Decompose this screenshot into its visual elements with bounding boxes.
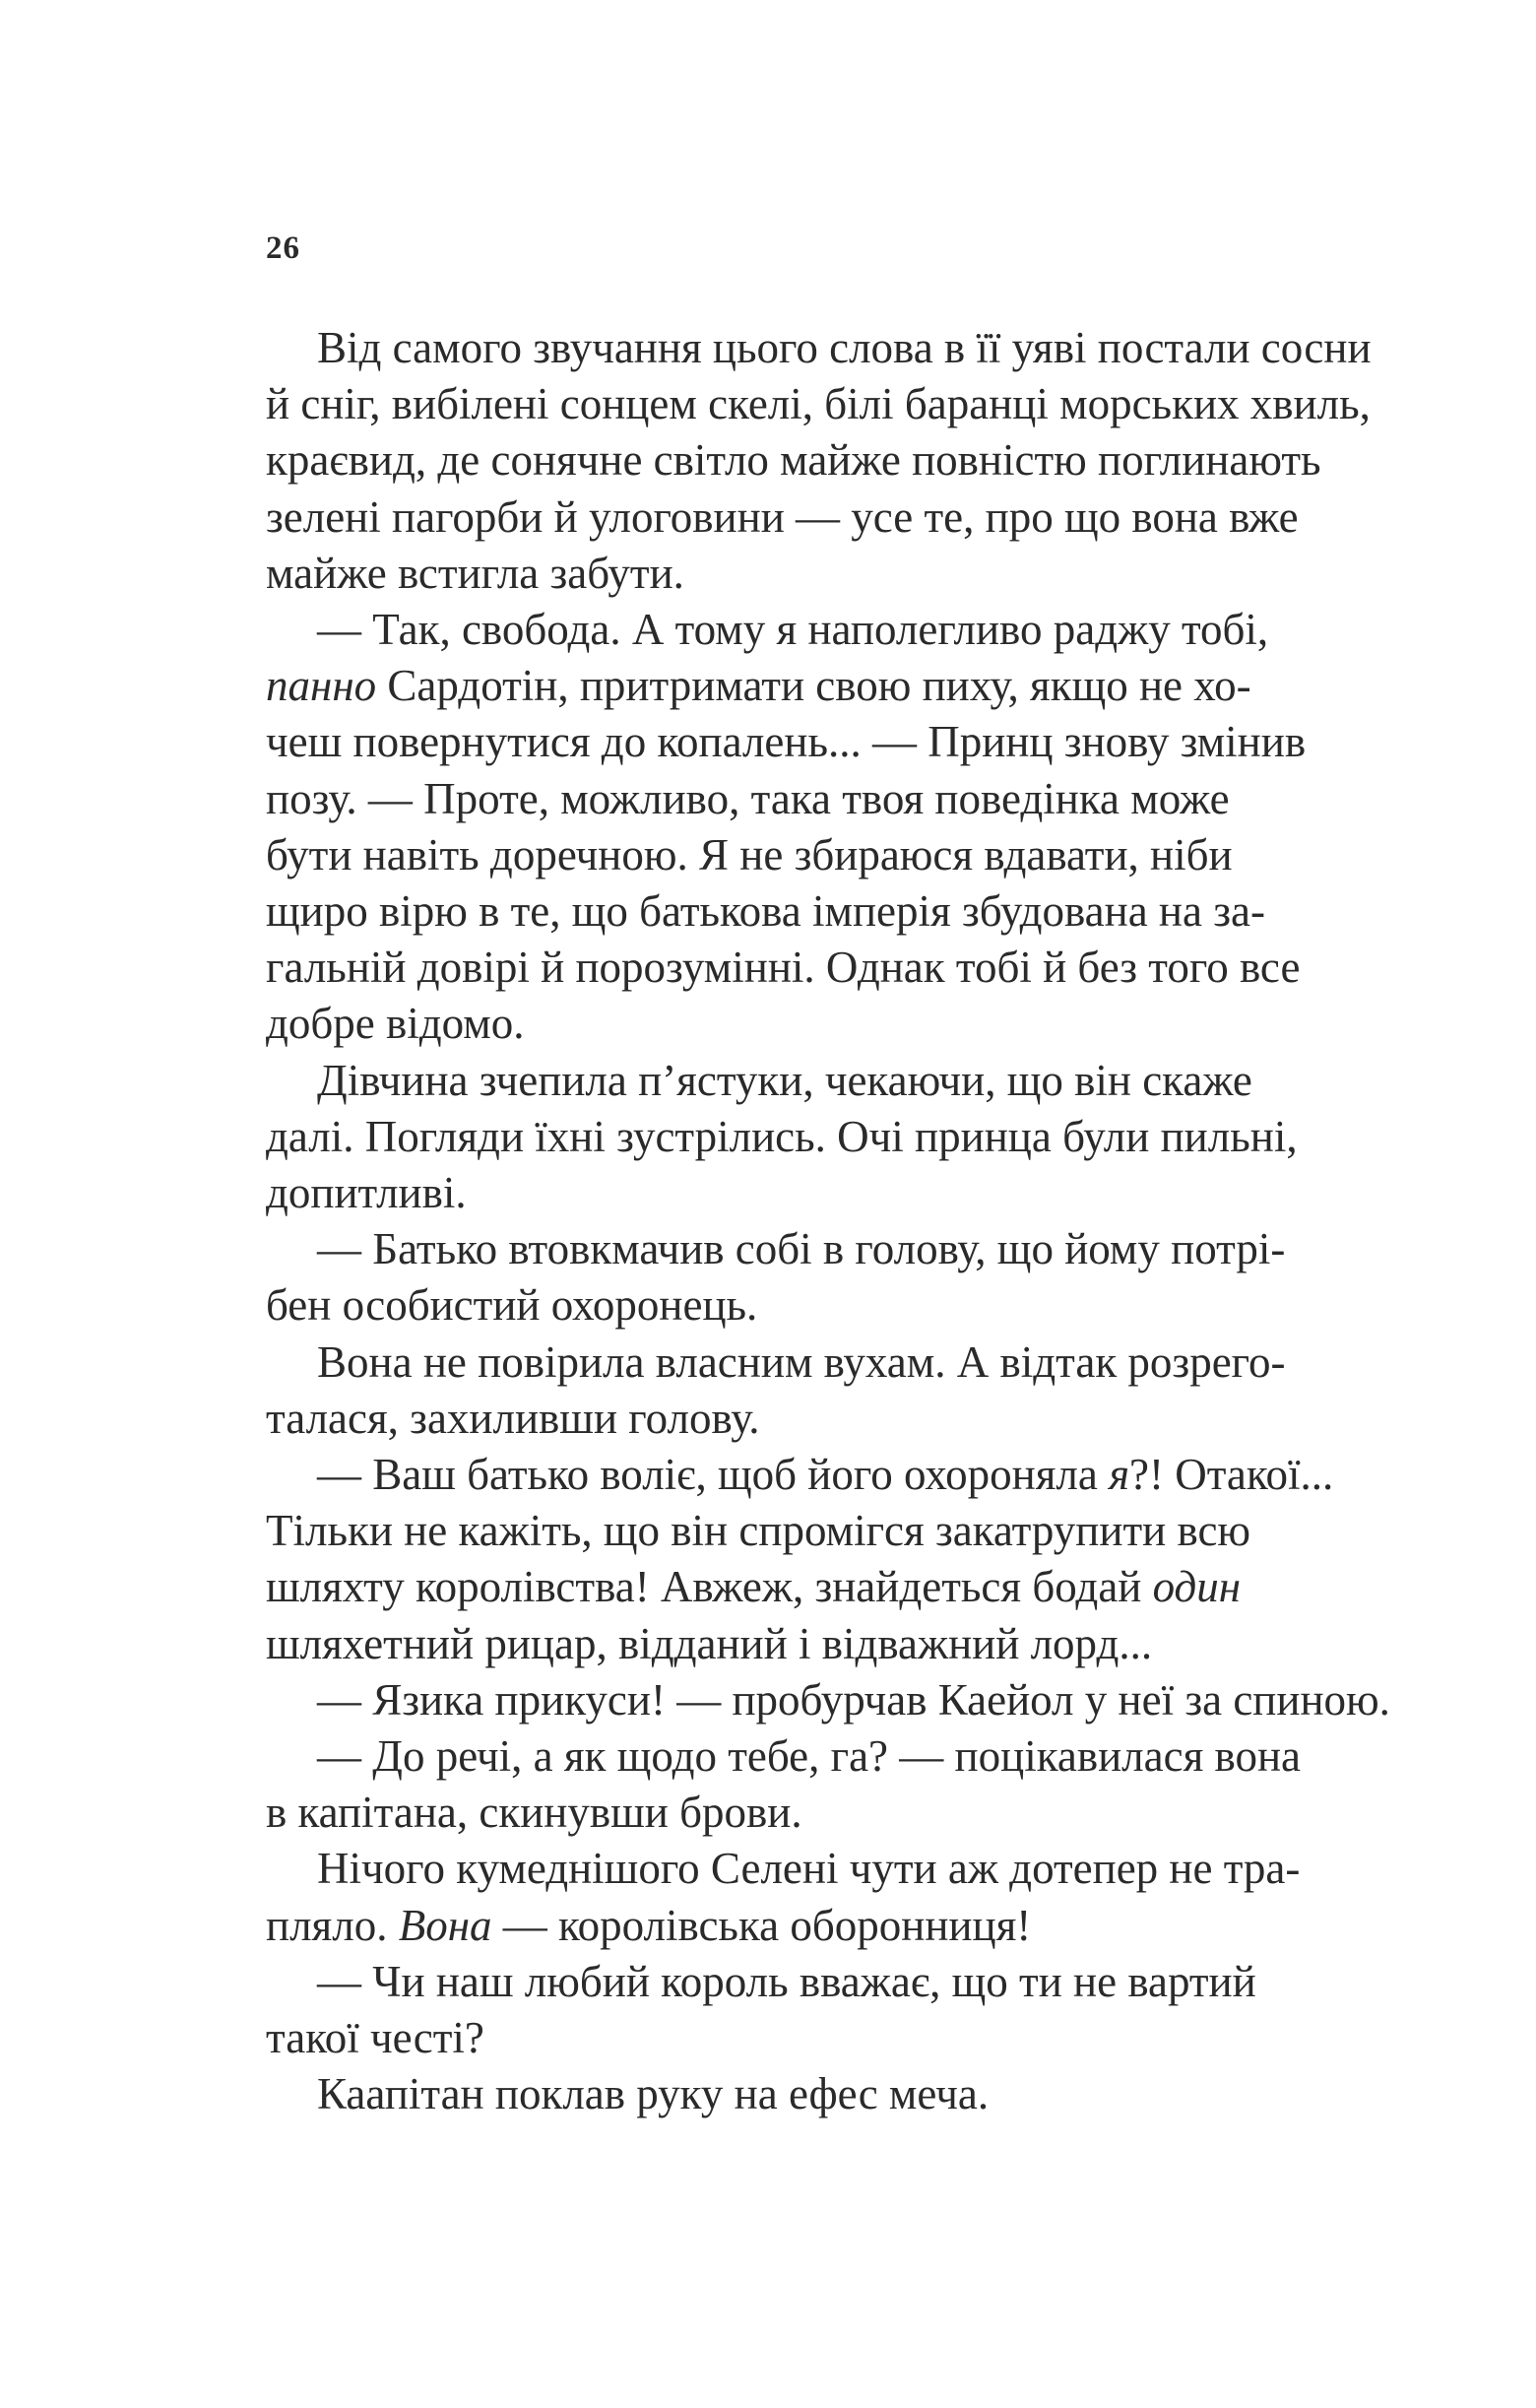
text-line: позу. — Проте, можливо, така твоя поведінка може [266,773,1230,823]
text-line: Від самого звучання цього слова в її уяві постали сосни [317,323,1372,372]
text-line: такої честі? [266,2013,484,2063]
text-line: краєвид, де сонячне світло майже повністю поглинають [266,435,1321,486]
emphasis: я [1109,1450,1129,1500]
text-line: — Чи наш любий король вважає, що ти не вартий [317,1956,1256,2006]
page-body [266,320,1390,2123]
paragraph [266,602,1359,1053]
text-line: бен особистий охоронець. [266,1280,758,1331]
text-line: панно Сардотін, притримати свою пиху, якщо не хо- [266,661,1251,711]
paragraph [266,1053,1359,1222]
text-line: пляло. Вона — королівська оборонниця! [266,1900,1032,1950]
text-line: чеш повернутися до копалень... — Принц знову змінив [266,717,1307,767]
text-line: майже встигла забути. [266,548,684,598]
text-line: — Так, свобода. А тому я наполегливо раджу тобі, [317,605,1269,655]
paragraph [266,1672,1390,1728]
paragraph [266,2066,1359,2122]
emphasis: Вона [398,1900,492,1950]
text-line: в капітана, скинувши брови. [266,1788,802,1838]
text-line: Каапітан поклав руку на ефес меча. [317,2069,990,2119]
text-line: Вона не повірила власним вухам. А відтак розрего- [317,1336,1286,1387]
text-line: талася, захиливши голову. [266,1393,760,1443]
emphasis: один [1152,1562,1242,1612]
text-line: шляхетний рицар, відданий і відважний лорд... [266,1618,1153,1668]
paragraph [266,1334,1359,1447]
text-line: гальній довірі й порозумінні. Однак тобі й без того все [266,943,1301,993]
page-number: 26 [266,230,300,266]
paragraph [266,1447,1359,1672]
text-line: бути навіть доречною. Я не збираюся вдавати, ніби [266,829,1233,879]
paragraph [266,1728,1359,1841]
text-line: — Ваш батько воліє, щоб його охороняла я?! Отакої... [317,1450,1334,1500]
text-line: й сніг, вибілені сонцем скелі, білі баранці морських хвиль, [266,379,1371,429]
text-line: допитливі. [266,1168,467,1218]
text-line: — Язика прикуси! — пробурчав Каейол у неї за спиною. [317,1674,1390,1725]
paragraph [266,1954,1359,2066]
text-line: далі. Погляди їхні зустрілись. Очі принца були пильні, [266,1111,1298,1161]
text-line: Тільки не кажіть, що він спромігся закатрупити всю [266,1506,1251,1556]
text-line: Нічого кумеднішого Селені чути аж дотепер не тра- [317,1844,1301,1894]
text-line: — До речі, а як щодо тебе, га? — поцікавилася вона [317,1731,1302,1782]
text-line: добре відомо. [266,999,525,1049]
text-line: — Батько втовкмачив собі в голову, що йому потрі- [317,1224,1286,1274]
text-line: Дівчина зчепила п’ястуки, чекаючи, що він скаже [317,1055,1252,1105]
paragraph [266,320,1372,602]
text-line: зелені пагорби й улоговини — усе те, про що вона вже [266,491,1299,542]
text-line: шляхту королівства! Авжеж, знайдеться бодай один [266,1562,1242,1612]
emphasis: панно [266,661,377,711]
paragraph [266,1841,1359,1953]
paragraph [266,1221,1359,1334]
text-line: щиро вірю в те, що батькова імперія збудована на за- [266,886,1265,937]
